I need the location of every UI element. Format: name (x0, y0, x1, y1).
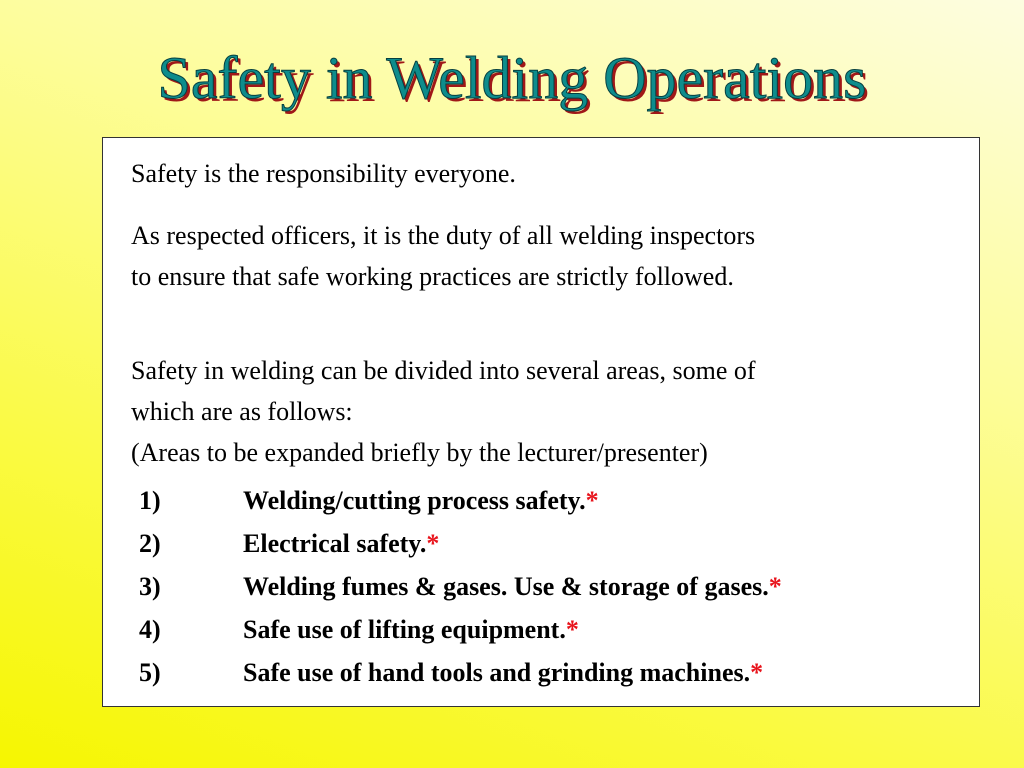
list-item (139, 522, 979, 565)
list-item-number: 1) (139, 486, 161, 515)
content-box (102, 137, 980, 707)
duty-paragraph (131, 215, 961, 297)
duty-line-1: As respected officers, it is the duty of all welding inspectors (131, 221, 756, 250)
list-item-text: Electrical safety. (243, 529, 427, 558)
asterisk-marker: * (750, 658, 764, 687)
slide-title: Safety in Welding Operations (157, 45, 867, 111)
safety-areas-list (139, 479, 979, 694)
intro-text: Safety is the responsibility everyone. (131, 159, 516, 188)
list-item-number: 3) (139, 572, 161, 601)
list-item-text: Safe use of lifting equipment. (243, 615, 566, 644)
asterisk-marker: * (768, 572, 782, 601)
list-item (139, 479, 979, 522)
intro-paragraph (131, 153, 961, 194)
areas-line-3: (Areas to be expanded briefly by the lecturer/presenter) (131, 438, 708, 467)
list-item (139, 651, 979, 694)
asterisk-marker: * (585, 486, 599, 515)
areas-line-1: Safety in welding can be divided into several areas, some of (131, 356, 756, 385)
list-item-number: 5) (139, 658, 161, 687)
duty-line-2: to ensure that safe working practices are strictly followed. (131, 262, 734, 291)
list-item-text: Safe use of hand tools and grinding machines. (243, 658, 751, 687)
asterisk-marker: * (565, 615, 579, 644)
asterisk-marker: * (426, 529, 440, 558)
areas-line-2: which are as follows: (131, 397, 353, 426)
list-item (139, 608, 979, 651)
list-item-text: Welding/cutting process safety. (243, 486, 586, 515)
list-item-number: 2) (139, 529, 161, 558)
list-item (139, 565, 979, 608)
list-item-number: 4) (139, 615, 161, 644)
list-item-text: Welding fumes & gases. Use & storage of gases. (243, 572, 769, 601)
areas-paragraph (131, 350, 961, 473)
